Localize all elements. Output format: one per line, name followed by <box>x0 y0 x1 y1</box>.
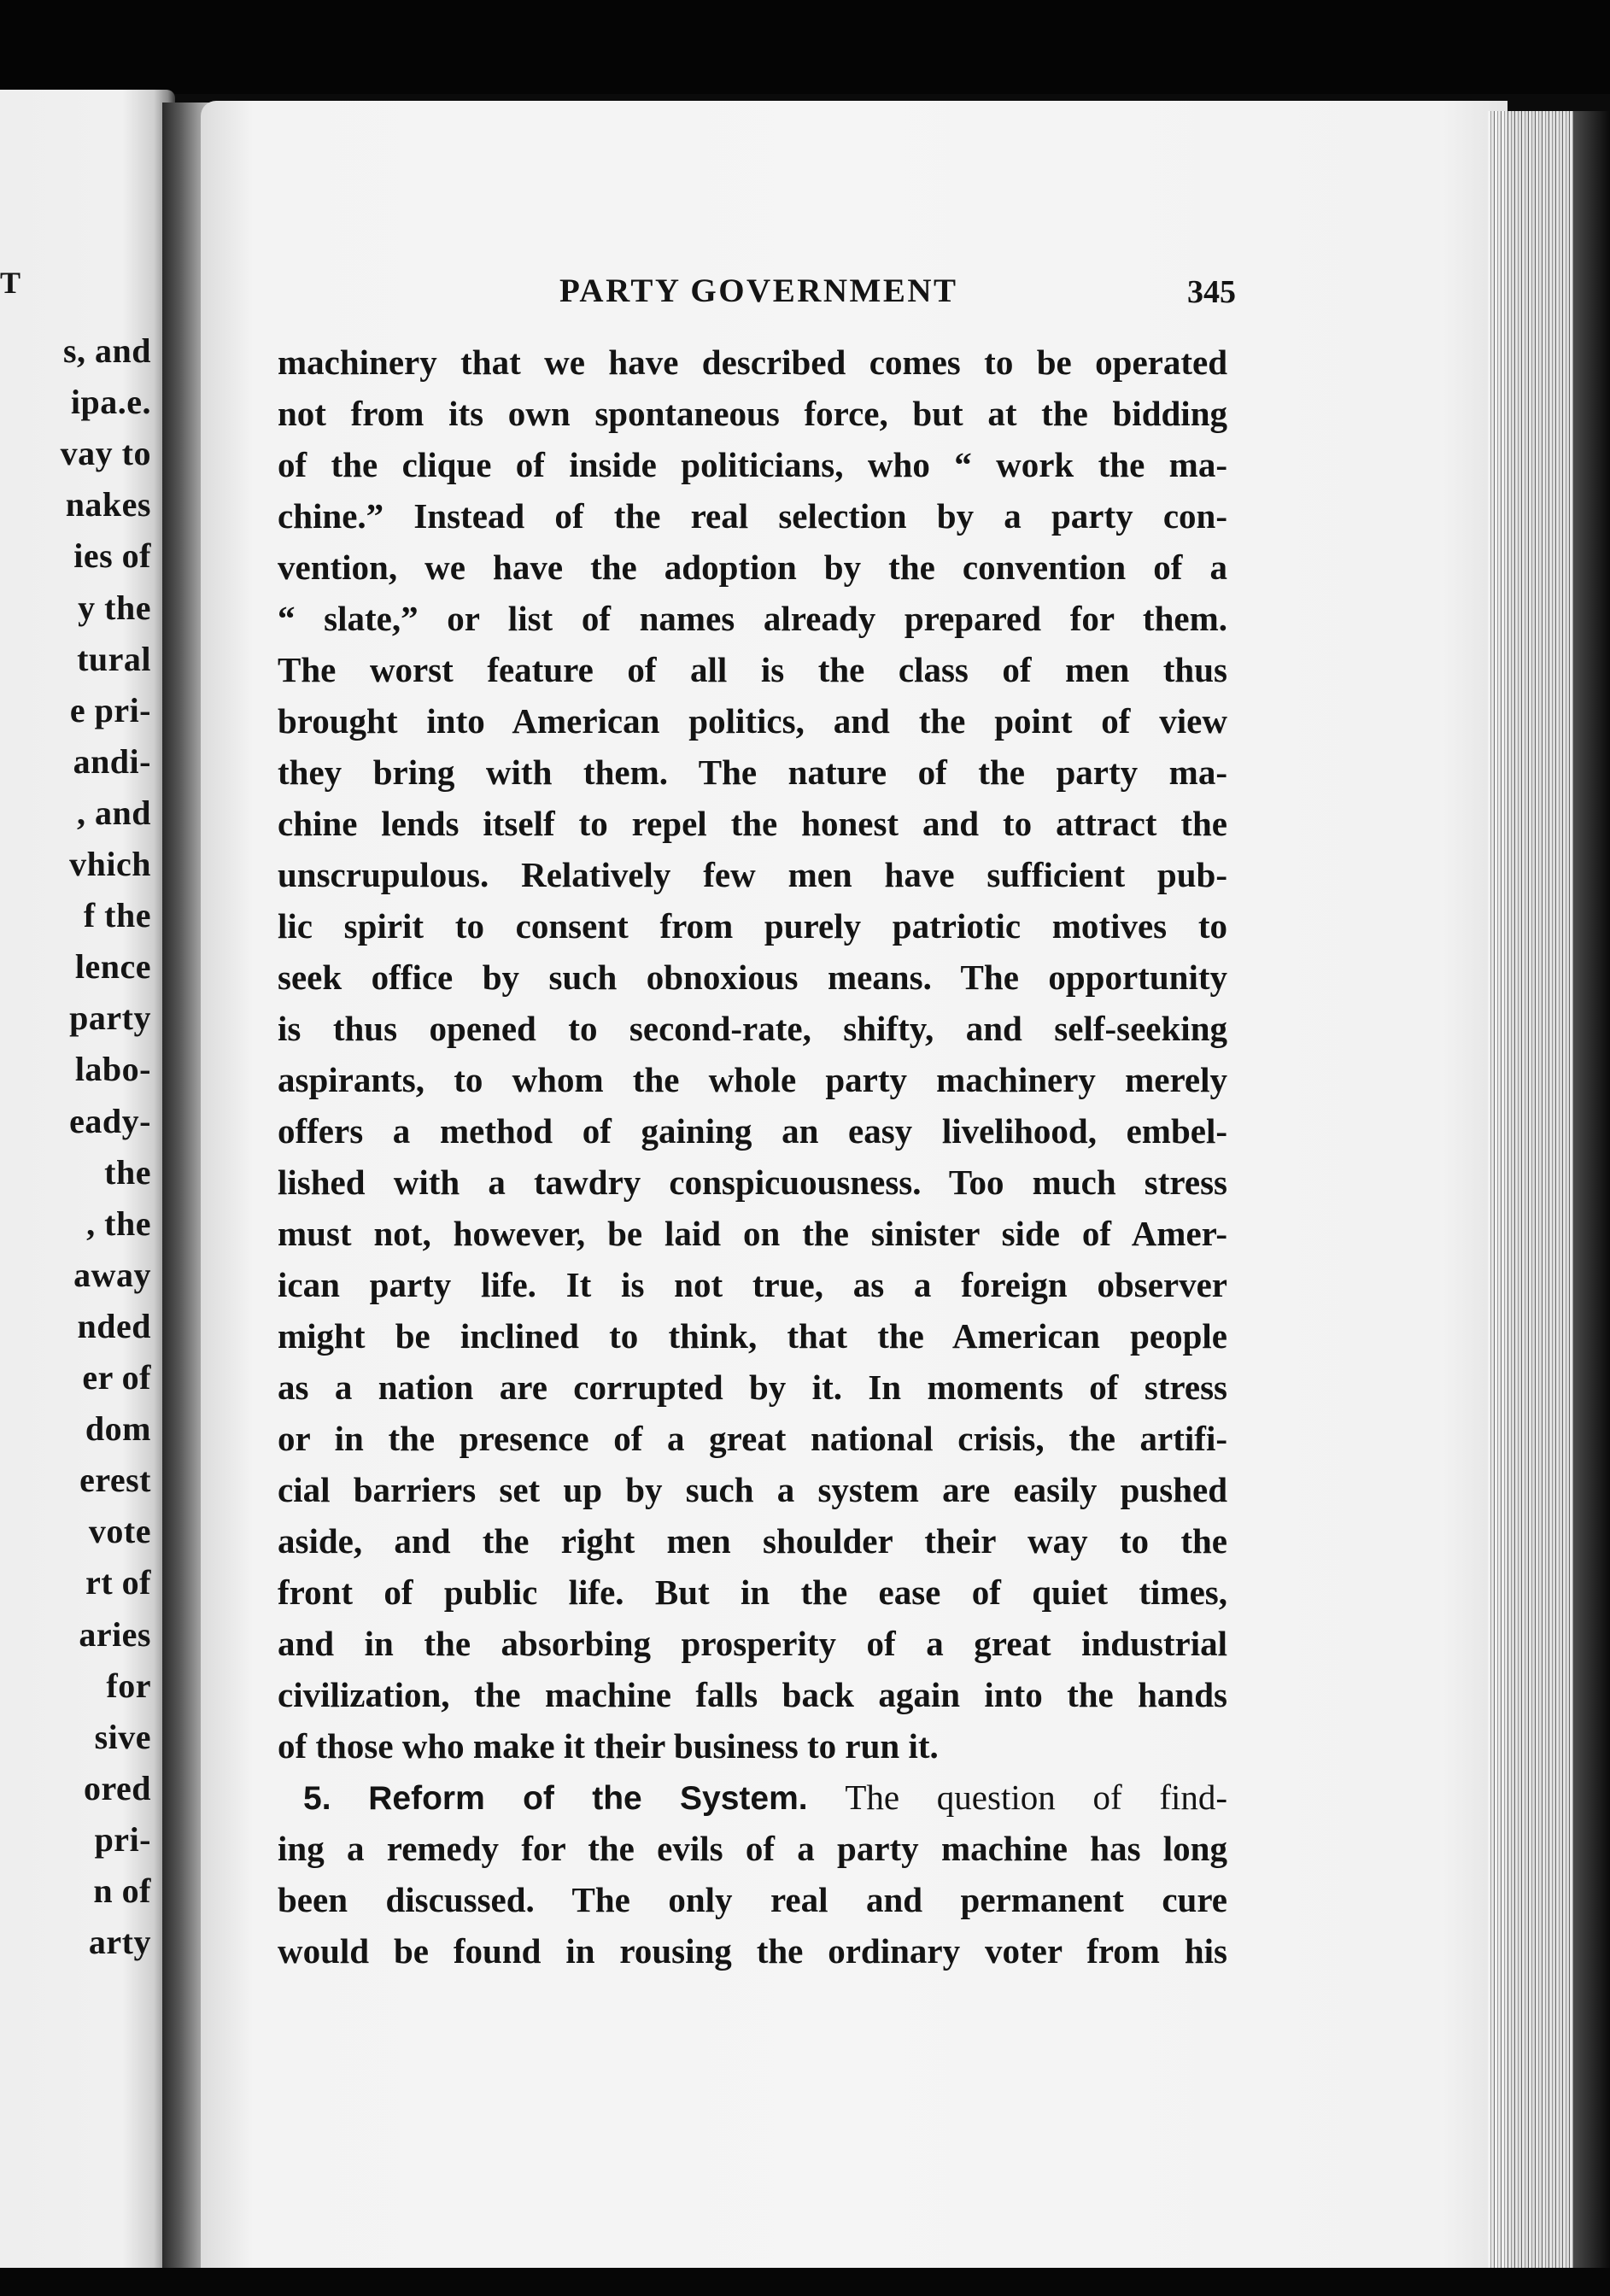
scan-bottom-border <box>0 2268 1610 2296</box>
body-line: chine lends itself to repel the honest and to attract the <box>278 804 1227 843</box>
body-line: lic spirit to consent from purely patriotic motives to <box>278 906 1227 946</box>
body-line: as a nation are corrupted by it. In moments of stress <box>278 1368 1227 1407</box>
previous-page-text-fragment: dom <box>85 1409 151 1449</box>
body-line: aside, and the right men shoulder their way to the <box>278 1521 1227 1561</box>
previous-page-text-fragment: ies of <box>73 536 151 576</box>
previous-page-text-fragment: nakes <box>65 485 151 524</box>
running-header: PARTY GOVERNMENT <box>559 272 958 309</box>
body-line: not from its own spontaneous force, but at the bidding <box>278 394 1227 433</box>
previous-page-text-fragment: nded <box>77 1306 151 1345</box>
page-body <box>278 337 1227 1977</box>
previous-page-text-fragment: tural <box>77 639 151 678</box>
previous-page-text-fragment: ipa.e. <box>70 383 151 422</box>
body-line: of the clique of inside politicians, who “ work the ma- <box>278 445 1227 484</box>
body-line: “ slate,” or list of names already prepared for them. <box>278 599 1227 638</box>
body-line: civilization, the machine falls back again into the hands <box>278 1675 1227 1714</box>
body-line-paragraph-end: of those who make it their business to run it. <box>278 1726 939 1766</box>
body-line: would be found in rousing the ordinary voter from his <box>278 1931 1227 1971</box>
previous-page-text-fragment: andi- <box>73 741 151 781</box>
body-line: been discussed. The only real and permanent cure <box>278 1880 1227 1919</box>
previous-page-text-fragment: vhich <box>69 845 151 883</box>
previous-page-text-fragment: erest <box>79 1461 151 1500</box>
previous-page-text-fragment: lence <box>74 947 151 987</box>
previous-page-text-fragment: ored <box>83 1768 151 1807</box>
section-title: Reform of the System. <box>368 1780 808 1817</box>
body-line: they bring with them. The nature of the party ma- <box>278 753 1227 792</box>
body-line: front of public life. But in the ease of quiet times, <box>278 1573 1227 1612</box>
body-line: might be inclined to think, that the American people <box>278 1316 1227 1356</box>
body-line: seek office by such obnoxious means. The opportunity <box>278 958 1227 997</box>
body-line: or in the presence of a great national crisis, the artifi- <box>278 1419 1227 1458</box>
section-line-text: The question of find- <box>845 1778 1228 1817</box>
previous-page-text-fragment: er of <box>82 1358 151 1397</box>
scan-top-border <box>0 0 1610 94</box>
previous-page-text-fragment: sive <box>94 1717 151 1756</box>
section-number: 5. <box>303 1780 331 1817</box>
page-number: 345 <box>1187 274 1236 310</box>
section-heading-line <box>278 1772 1227 1823</box>
previous-page-text-fragment: , the <box>86 1204 151 1243</box>
body-line: aspirants, to whom the whole party machinery merely <box>278 1060 1227 1099</box>
previous-page-text-fragment: eady- <box>69 1101 151 1140</box>
body-line: unscrupulous. Relatively few men have sufficient pub- <box>278 855 1227 894</box>
previous-page-text-fragment: rt of <box>85 1563 151 1602</box>
previous-page-text-fragment: labo- <box>74 1050 151 1089</box>
previous-page-text-fragment: pri- <box>94 1819 151 1859</box>
previous-page-text-fragment: away <box>73 1255 151 1294</box>
previous-page-text-fragment: , and <box>77 793 151 832</box>
previous-page-text-fragment: n of <box>93 1871 151 1910</box>
previous-page-text-fragment: y the <box>78 588 151 627</box>
previous-page-text-fragment: the <box>104 1152 151 1192</box>
body-line: cial barriers set up by such a system are easily pushed <box>278 1470 1227 1509</box>
page-edges-shadow <box>1573 111 1610 2285</box>
previous-page-text-fragment: party <box>69 999 151 1038</box>
previous-page-header-fragment: T <box>0 266 21 300</box>
body-line: is thus opened to second-rate, shifty, and self-seeking <box>278 1009 1227 1048</box>
body-line: ican party life. It is not true, as a foreign observer <box>278 1265 1227 1304</box>
body-line: ing a remedy for the evils of a party machine has long <box>278 1829 1227 1868</box>
body-line: must not, however, be laid on the sinister side of Amer- <box>278 1214 1227 1253</box>
previous-page-text-fragment: aries <box>79 1614 151 1654</box>
previous-page-edge <box>0 90 175 2276</box>
previous-page-text-fragment: vay to <box>60 434 151 473</box>
previous-page-text-fragment: f the <box>83 896 151 935</box>
body-line: chine.” Instead of the real selection by a party con- <box>278 496 1227 536</box>
previous-page-text-fragment: arty <box>88 1923 151 1962</box>
body-line: The worst feature of all is the class of men thus <box>278 650 1227 689</box>
previous-page-text-fragment: for <box>106 1666 151 1705</box>
body-line: and in the absorbing prosperity of a great industrial <box>278 1624 1227 1663</box>
previous-page-text-fragment: e pri- <box>69 690 151 729</box>
body-line: offers a method of gaining an easy livelihood, embel- <box>278 1111 1227 1151</box>
body-line: lished with a tawdry conspicuousness. Too much stress <box>278 1163 1227 1202</box>
previous-page-text-fragment: s, and <box>62 331 151 370</box>
body-line: vention, we have the adoption by the convention of a <box>278 548 1227 587</box>
body-line: brought into American politics, and the point of view <box>278 701 1227 741</box>
body-line: machinery that we have described comes to be operated <box>278 343 1227 382</box>
previous-page-text-fragment: vote <box>88 1512 151 1551</box>
